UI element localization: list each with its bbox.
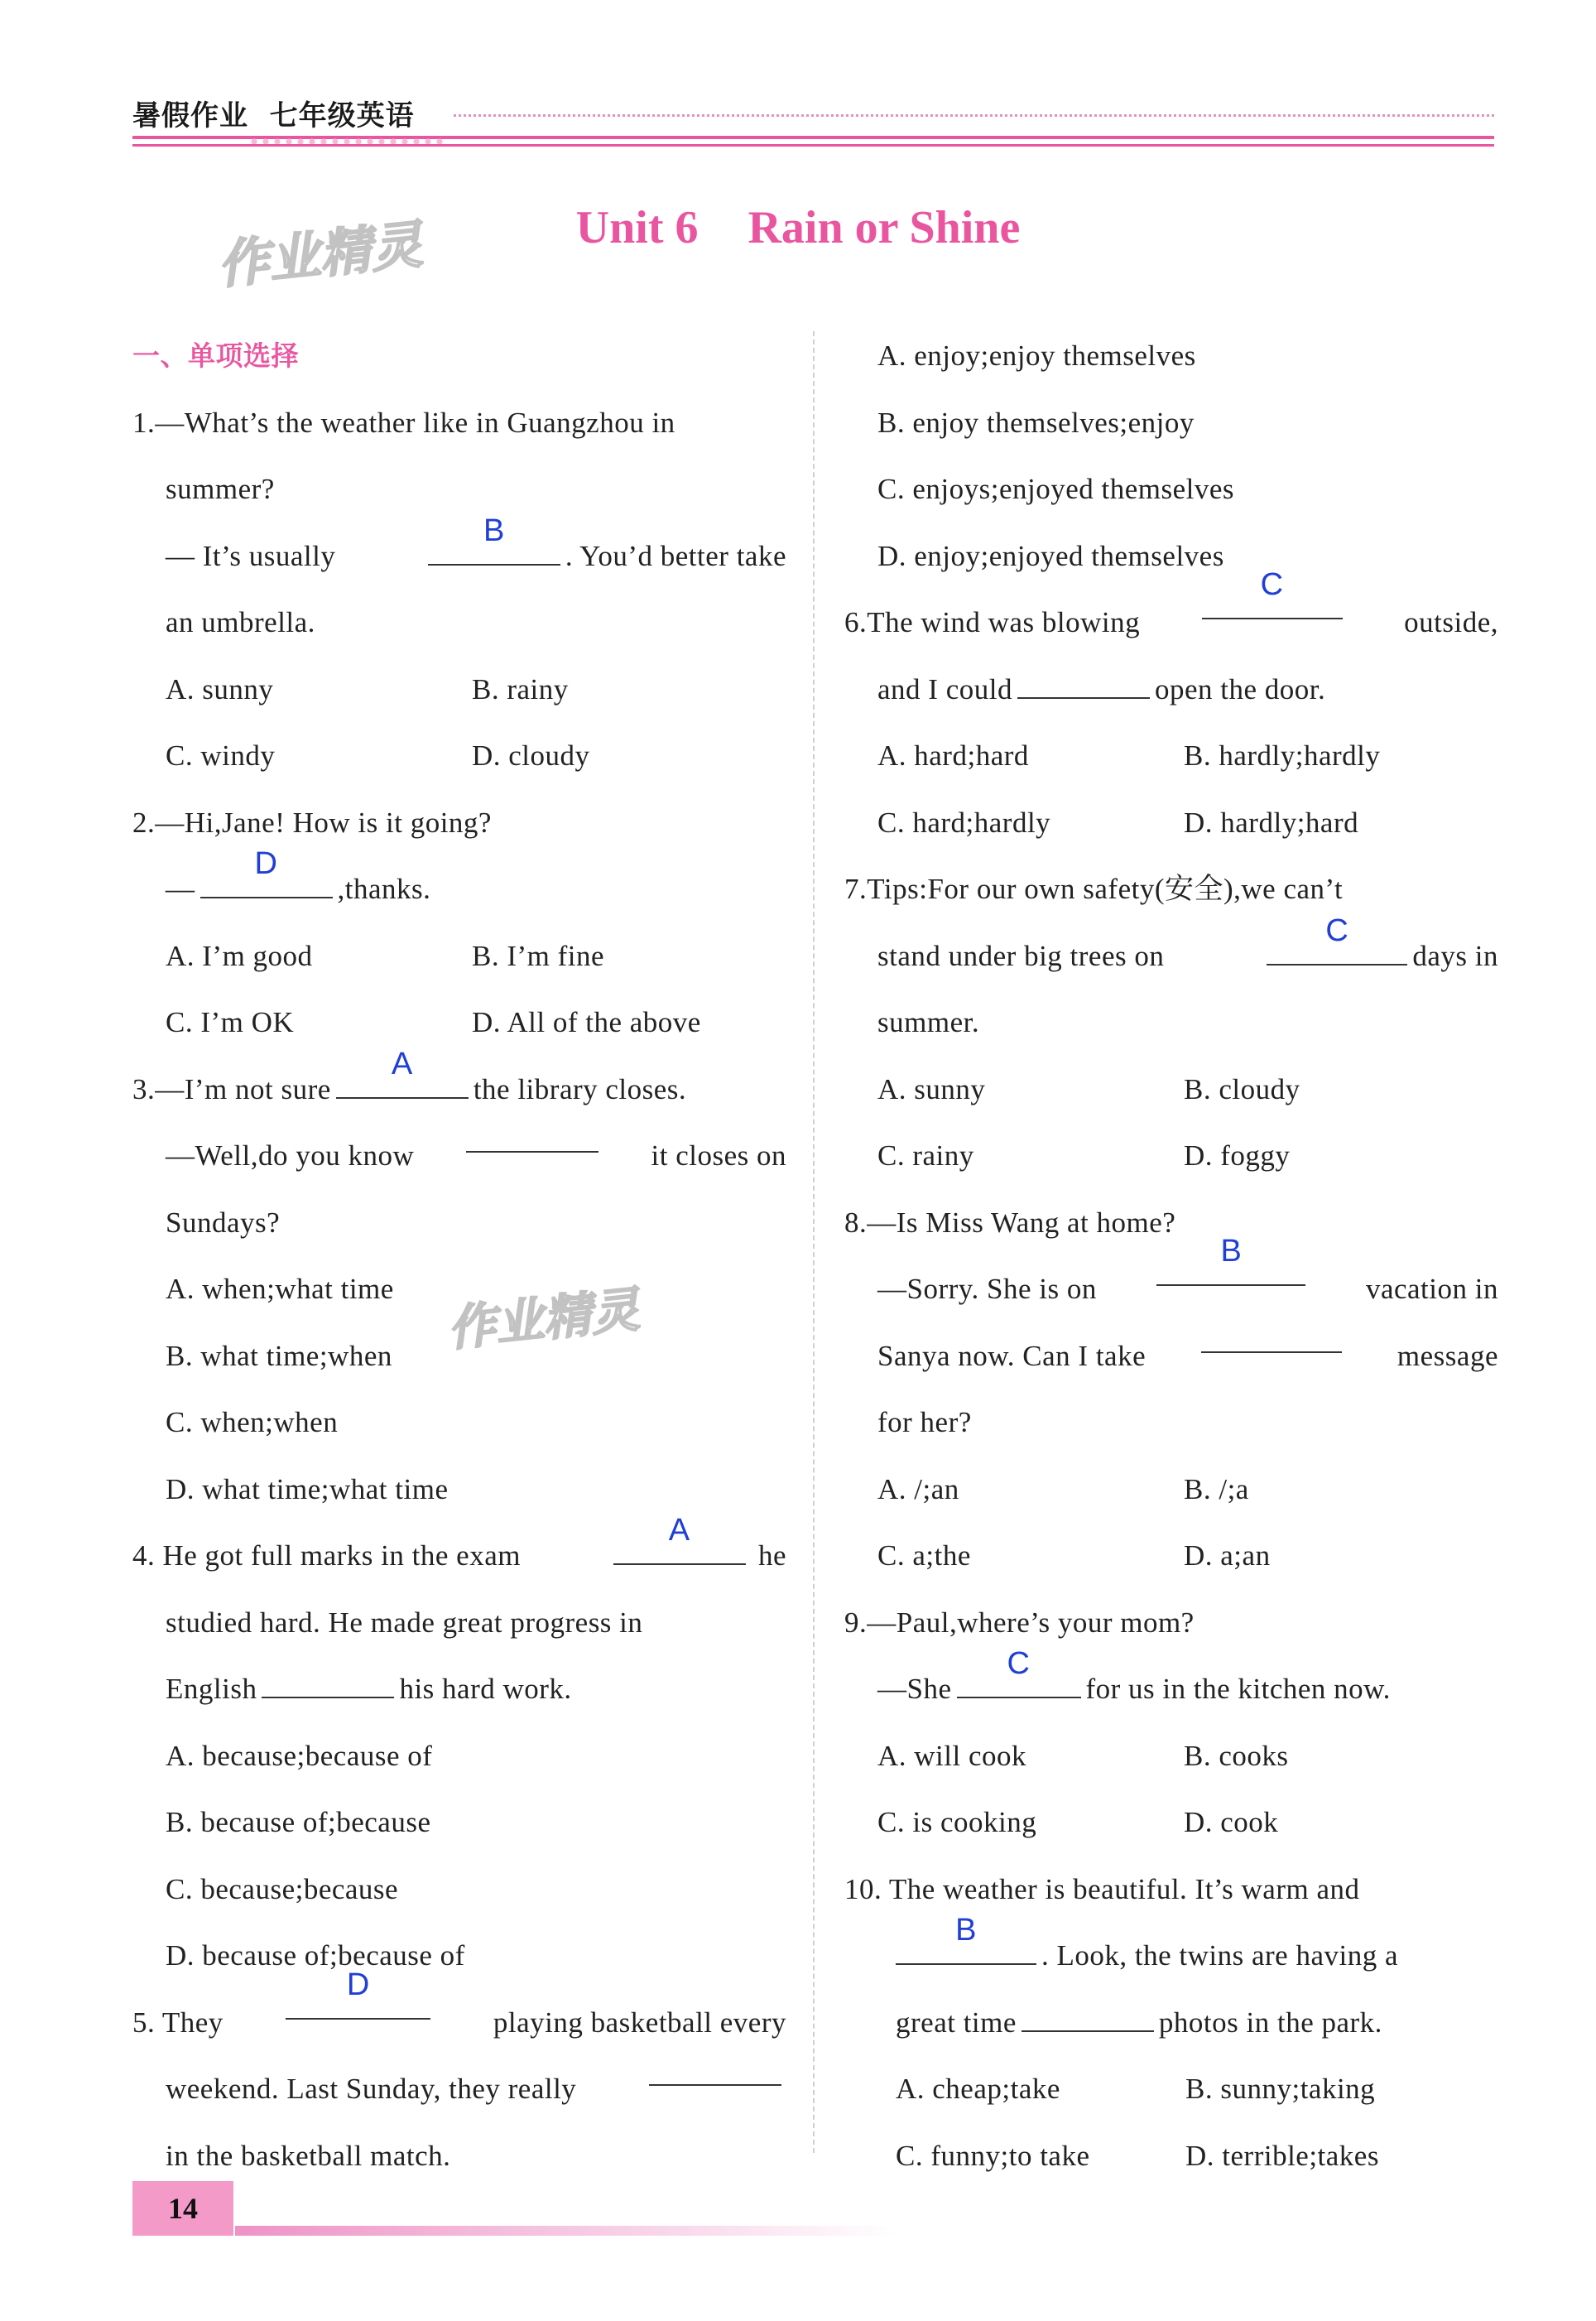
- option-b[interactable]: B. enjoy themselves;enjoy: [877, 406, 1195, 439]
- question-2-line: [132, 846, 786, 923]
- column-divider: [813, 331, 815, 2153]
- answer-blank[interactable]: [336, 1046, 469, 1099]
- option-a[interactable]: A. when;what time: [166, 1273, 394, 1305]
- question-number: 7.: [844, 873, 868, 905]
- question-7-line: [844, 856, 1498, 923]
- answer-blank[interactable]: [896, 1913, 1036, 1965]
- question-8-line: [844, 1323, 1498, 1390]
- question-number: 5.: [132, 2006, 156, 2039]
- option-row: [844, 2123, 1498, 2190]
- handwritten-answer: C: [1260, 567, 1284, 602]
- right-column: [844, 323, 1498, 2189]
- option-c[interactable]: C. a;the: [877, 1539, 971, 1572]
- left-column: [132, 323, 786, 2189]
- option-d[interactable]: D. enjoy;enjoyed themselves: [877, 539, 1224, 572]
- option-row: [132, 723, 786, 790]
- answer-blank[interactable]: [1017, 669, 1150, 699]
- handwritten-answer: C: [1007, 1646, 1031, 1681]
- answer-blank[interactable]: [1202, 567, 1343, 619]
- page-header: [132, 93, 1494, 151]
- question-stem: Sanya now. Can I take: [877, 1339, 1147, 1372]
- option-c[interactable]: C. is cooking: [877, 1806, 1037, 1838]
- question-stem: —Well,do you know: [166, 1139, 415, 1172]
- handwritten-answer: D: [346, 1967, 370, 2002]
- answer-blank[interactable]: [466, 1123, 598, 1153]
- question-stem: outside,: [1404, 606, 1498, 638]
- handwritten-answer: B: [955, 1913, 977, 1948]
- option-a[interactable]: A. cheap;take: [896, 2073, 1060, 2105]
- question-stem: summer.: [877, 1006, 980, 1038]
- question-2-line: [132, 790, 786, 857]
- answer-blank[interactable]: [649, 2056, 781, 2086]
- question-stem: —Sorry. She is on: [877, 1273, 1097, 1305]
- page-number: 14: [132, 2181, 233, 2236]
- answer-blank[interactable]: [1267, 913, 1407, 965]
- question-stem: ,thanks.: [337, 873, 431, 905]
- question-number: 8.: [844, 1206, 868, 1239]
- question-stem: —What’s the weather like in Guangzhou in: [155, 406, 675, 439]
- answer-blank[interactable]: [262, 1669, 394, 1698]
- option-d[interactable]: D. hardly;hard: [1184, 806, 1359, 839]
- question-7-line: [844, 913, 1498, 990]
- option-c[interactable]: C. I’m OK: [166, 1006, 295, 1038]
- question-number: 1.: [132, 406, 156, 439]
- question-stem: He got full marks in the exam: [162, 1539, 521, 1572]
- question-stem: for her?: [877, 1406, 972, 1438]
- question-stem: The wind was blowing: [867, 606, 1141, 638]
- question-stem: Tips:For our own safety(安全),we can’t: [867, 873, 1344, 905]
- question-number: 3.: [132, 1072, 156, 1105]
- question-stem: playing basketball every: [493, 2006, 786, 2039]
- answer-blank[interactable]: [1201, 1323, 1342, 1353]
- question-stem: in the basketball match.: [166, 2139, 451, 2172]
- question-3-line: [132, 1123, 786, 1190]
- option-a[interactable]: A. I’m good: [166, 939, 313, 972]
- handwritten-answer: A: [668, 1513, 690, 1548]
- option-a[interactable]: A. will cook: [877, 1739, 1027, 1772]
- question-stem: English: [166, 1673, 257, 1705]
- option-c[interactable]: C. because;because: [166, 1872, 399, 1905]
- option-b[interactable]: B. hardly;hardly: [1184, 739, 1381, 772]
- question-number: 2.: [132, 806, 156, 839]
- option-b[interactable]: B. because of;because: [166, 1806, 431, 1838]
- question-6-line: [844, 657, 1498, 724]
- option-c[interactable]: C. windy: [166, 739, 276, 772]
- unit-number: Unit 6: [575, 202, 699, 253]
- question-stem: great time: [896, 2006, 1017, 2039]
- question-stem: the library closes.: [473, 1072, 687, 1105]
- option-d[interactable]: D. terrible;takes: [1185, 2139, 1379, 2172]
- question-number: 10.: [844, 1872, 882, 1905]
- option-d[interactable]: D. cloudy: [472, 739, 590, 772]
- option-a[interactable]: A. /;an: [877, 1472, 959, 1505]
- answer-blank[interactable]: [286, 1967, 430, 2020]
- option-c[interactable]: C. enjoys;enjoyed themselves: [877, 473, 1235, 505]
- question-1-line: [132, 513, 786, 590]
- option-row: [844, 790, 1498, 857]
- option-d[interactable]: D. foggy: [1184, 1139, 1291, 1172]
- question-5-line: [132, 1967, 786, 2057]
- answer-blank[interactable]: [957, 1646, 1081, 1698]
- option-row: [844, 1789, 1498, 1856]
- question-stem: and I could: [877, 672, 1012, 705]
- question-stem: vacation in: [1365, 1273, 1498, 1305]
- question-stem: he: [757, 1539, 786, 1572]
- question-stem: stand under big trees on: [877, 939, 1165, 972]
- handwritten-answer: D: [254, 846, 278, 881]
- option-row: [132, 657, 786, 724]
- question-stem: . Look, the twins are having a: [1041, 1939, 1399, 1972]
- option-a[interactable]: A. sunny: [166, 672, 274, 705]
- question-stem: open the door.: [1154, 672, 1326, 705]
- header-rule-lower: [132, 144, 1494, 147]
- option-row: [844, 2056, 1498, 2123]
- option-row: [844, 1457, 1498, 1524]
- option-c[interactable]: C. rainy: [877, 1139, 974, 1172]
- question-stem: for us in the kitchen now.: [1085, 1673, 1391, 1705]
- option-a[interactable]: A. hard;hard: [877, 739, 1029, 772]
- option-c[interactable]: C. when;when: [166, 1406, 339, 1438]
- question-stem: —I’m not sure: [155, 1072, 331, 1105]
- answer-blank[interactable]: [428, 513, 560, 566]
- question-4-line: [132, 1656, 786, 1723]
- question-stem: —Is Miss Wang at home?: [867, 1206, 1176, 1239]
- section-title: 一、单项选择: [132, 339, 299, 372]
- unit-title: [0, 201, 1596, 254]
- question-stem: They: [161, 2006, 224, 2039]
- header-dotted-line: [454, 114, 1494, 117]
- question-stem: —Paul,where’s your mom?: [867, 1606, 1195, 1639]
- option-row: [844, 1523, 1498, 1590]
- answer-blank[interactable]: [200, 846, 333, 898]
- option-c[interactable]: C. funny;to take: [896, 2139, 1090, 2172]
- question-stem: days in: [1412, 939, 1498, 972]
- header-title: 暑假作业 七年级英语: [132, 99, 415, 132]
- option-b[interactable]: B. /;a: [1184, 1472, 1249, 1505]
- question-4-line: [132, 1513, 786, 1590]
- unit-name: Rain or Shine: [748, 202, 1021, 253]
- option-a[interactable]: A. because;because of: [166, 1739, 433, 1772]
- option-c[interactable]: C. hard;hardly: [877, 806, 1051, 839]
- question-stem: — It’s usually: [166, 539, 336, 572]
- option-b[interactable]: B. cooks: [1184, 1739, 1289, 1772]
- answer-blank[interactable]: [1156, 1234, 1305, 1286]
- question-10-line: [844, 1856, 1498, 1924]
- question-9-line: [844, 1646, 1498, 1723]
- question-stem: weekend. Last Sunday, they really: [166, 2073, 577, 2105]
- answer-blank[interactable]: [613, 1513, 746, 1565]
- option-row: [844, 1723, 1498, 1790]
- option-row: [132, 923, 786, 990]
- question-stem: message: [1396, 1339, 1498, 1372]
- option-row: [844, 1057, 1498, 1124]
- question-stem: —Hi,Jane! How is it going?: [155, 806, 492, 839]
- option-b[interactable]: B. cloudy: [1184, 1072, 1300, 1105]
- question-stem: photos in the park.: [1158, 2006, 1382, 2039]
- option-row: [844, 1123, 1498, 1190]
- question-8-line: [844, 1234, 1498, 1323]
- option-b[interactable]: B. I’m fine: [472, 939, 605, 972]
- question-stem: —She: [877, 1673, 952, 1705]
- question-10-line: [844, 1913, 1498, 1990]
- question-stem: . You’d better take: [565, 539, 786, 572]
- option-a[interactable]: A. sunny: [877, 1072, 986, 1105]
- option-d[interactable]: D. what time;what time: [166, 1472, 449, 1505]
- question-stem: —: [166, 873, 195, 905]
- option-d[interactable]: D. All of the above: [472, 1006, 701, 1038]
- question-number: 9.: [844, 1606, 868, 1639]
- handwritten-answer: B: [1220, 1234, 1243, 1269]
- question-6-line: [844, 567, 1498, 657]
- watermark-logo: 作业精灵: [214, 214, 425, 296]
- option-d[interactable]: D. cook: [1184, 1806, 1279, 1838]
- question-9-line: [844, 1590, 1498, 1657]
- question-stem: summer?: [166, 473, 275, 505]
- question-stem: an umbrella.: [166, 606, 315, 638]
- handwritten-answer: C: [1325, 913, 1349, 948]
- question-5-line: [132, 2056, 786, 2123]
- option-d[interactable]: D. a;an: [1184, 1539, 1271, 1572]
- question-number: 4.: [132, 1539, 156, 1572]
- footer-decoration-bar: [235, 2226, 897, 2236]
- option-b[interactable]: B. rainy: [472, 672, 569, 705]
- option-row: [844, 723, 1498, 790]
- option-b[interactable]: B. what time;when: [166, 1339, 392, 1372]
- question-number: 6.: [844, 606, 868, 638]
- answer-blank[interactable]: [1022, 2002, 1154, 2032]
- question-stem: Sundays?: [166, 1206, 281, 1239]
- question-1-line: [132, 390, 786, 457]
- handwritten-answer: A: [391, 1046, 413, 1081]
- question-stem: The weather is beautiful. It’s warm and: [888, 1872, 1360, 1905]
- question-3-line: [132, 1046, 786, 1124]
- option-row: [132, 990, 786, 1057]
- question-stem: his hard work.: [399, 1673, 572, 1705]
- question-10-line: [844, 1990, 1498, 2057]
- handwritten-answer: B: [483, 513, 505, 548]
- watermark-logo: 作业精灵: [445, 1281, 642, 1357]
- option-a[interactable]: A. enjoy;enjoy themselves: [877, 339, 1196, 372]
- question-stem: it closes on: [651, 1139, 786, 1172]
- option-b[interactable]: B. sunny;taking: [1185, 2073, 1376, 2105]
- question-stem: studied hard. He made great progress in: [166, 1606, 643, 1639]
- option-d[interactable]: D. because of;because of: [166, 1939, 465, 1972]
